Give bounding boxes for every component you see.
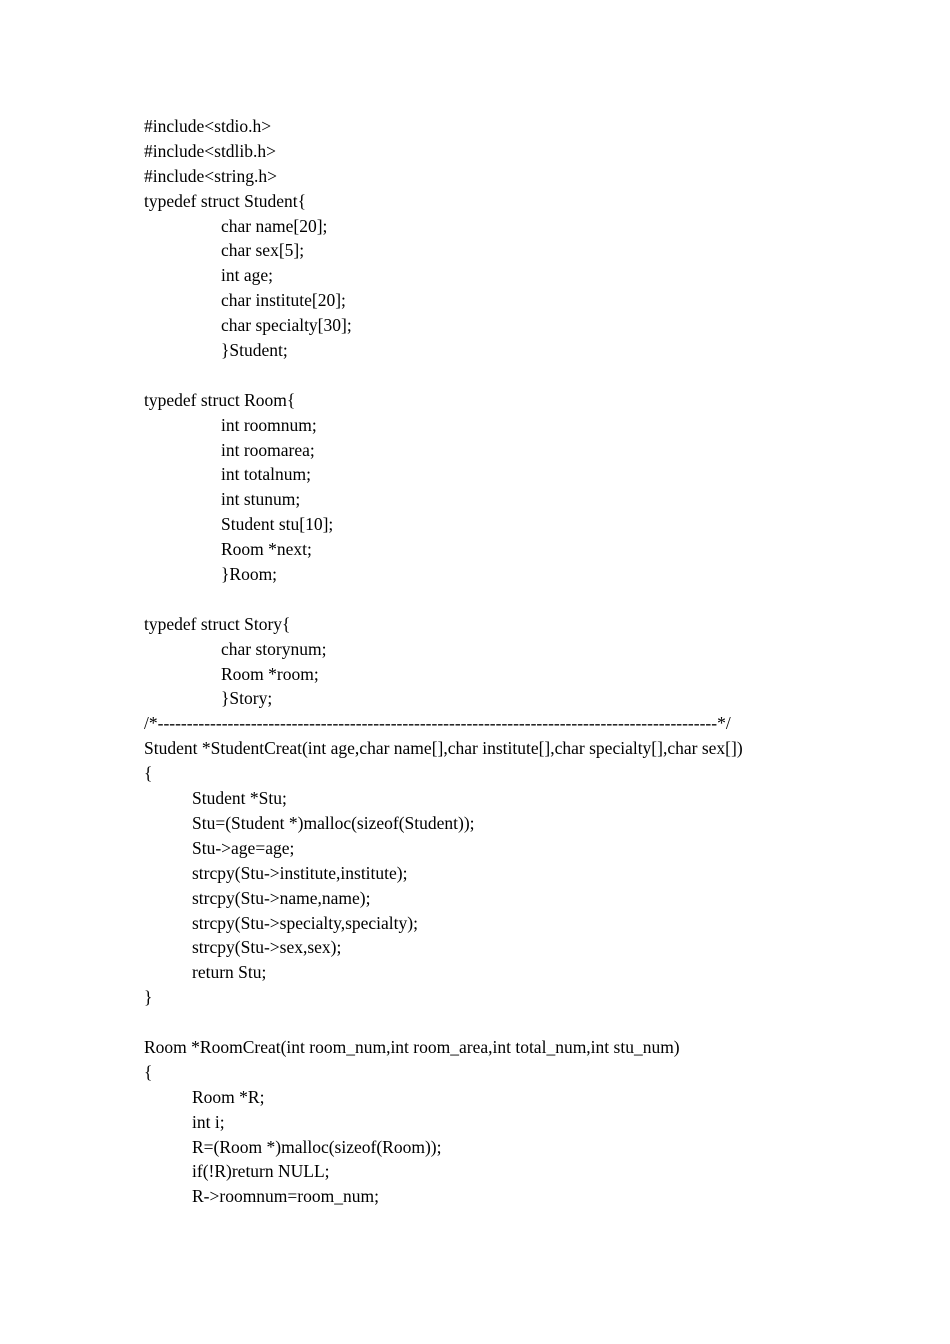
code-line: #include<string.h>	[144, 165, 277, 186]
code-line: strcpy(Stu->name,name);	[192, 887, 371, 908]
code-line: Room *room;	[221, 663, 319, 684]
code-line: typedef struct Student{	[144, 190, 306, 211]
code-line: char institute[20];	[221, 290, 346, 311]
code-line: int age;	[221, 265, 273, 286]
code-line: }	[144, 987, 153, 1008]
code-line: strcpy(Stu->sex,sex);	[192, 937, 342, 958]
code-line: if(!R)return NULL;	[192, 1161, 330, 1182]
blank-line	[144, 1010, 743, 1035]
code-line: char sex[5];	[221, 240, 305, 261]
code-line: Stu=(Student *)malloc(sizeof(Student));	[192, 812, 475, 833]
code-line: typedef struct Story{	[144, 613, 291, 634]
code-line: }Student;	[221, 340, 288, 361]
code-line: typedef struct Room{	[144, 389, 296, 410]
code-line: }Room;	[221, 564, 278, 585]
code-line: R->roomnum=room_num;	[192, 1186, 379, 1207]
blank-line	[144, 587, 743, 612]
code-line: int totalnum;	[221, 464, 311, 485]
code-line: Stu->age=age;	[192, 837, 295, 858]
code-line: Room *RoomCreat(int room_num,int room_area,int total_num,int stu_num)	[144, 1036, 680, 1057]
code-line: char storynum;	[221, 638, 327, 659]
code-line: R=(Room *)malloc(sizeof(Room));	[192, 1136, 442, 1157]
code-line: {	[144, 763, 153, 784]
code-line: /*------------------------------------------------------------------------------------------------*/	[144, 713, 731, 734]
code-line: }Story;	[221, 688, 273, 709]
code-line: char specialty[30];	[221, 315, 352, 336]
code-line: Room *next;	[221, 539, 312, 560]
code-line: int stunum;	[221, 489, 301, 510]
code-line: #include<stdlib.h>	[144, 140, 277, 161]
code-listing	[144, 114, 743, 1209]
code-line: Student *StudentCreat(int age,char name[],char institute[],char specialty[],char sex[])	[144, 738, 743, 759]
code-line: char name[20];	[221, 215, 328, 236]
code-line: strcpy(Stu->institute,institute);	[192, 862, 408, 883]
code-line: Student stu[10];	[221, 514, 334, 535]
code-line: Student *Stu;	[192, 788, 287, 809]
code-line: int i;	[192, 1111, 225, 1132]
code-line: strcpy(Stu->specialty,specialty);	[192, 912, 418, 933]
code-line: #include<stdio.h>	[144, 116, 272, 136]
code-line: return Stu;	[192, 962, 267, 983]
code-line: Room *R;	[192, 1086, 265, 1107]
blank-line	[144, 363, 743, 388]
code-line: {	[144, 1061, 153, 1082]
code-line: int roomnum;	[221, 414, 317, 435]
code-line: int roomarea;	[221, 439, 315, 460]
